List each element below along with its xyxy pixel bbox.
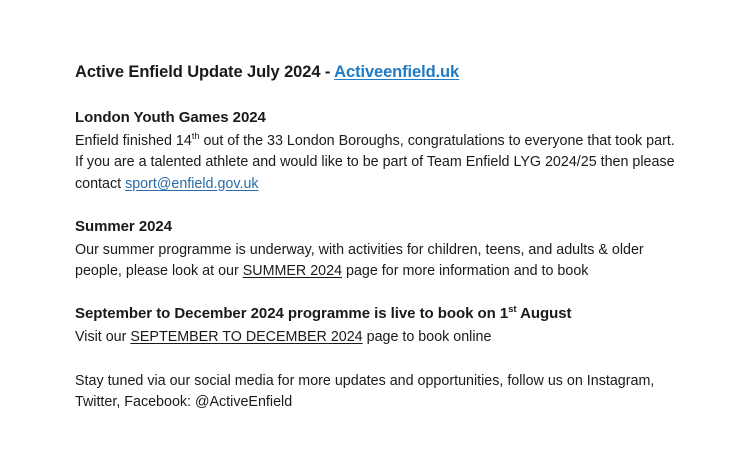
page-title-text: Active Enfield Update July 2024 - — [75, 63, 335, 81]
section-social-media — [75, 371, 679, 413]
summer-text-part-2: page for more information and to book — [342, 263, 589, 280]
summer-text-part-1: Our summer programme is underway, with activities for children, teens, and adults & older people, please look at our — [75, 241, 648, 280]
sept-text-part-2: page to book online — [362, 329, 492, 346]
section-paragraph-september-to-december — [75, 327, 679, 348]
september-to-december-2024-page-link[interactable]: SEPTEMBER TO DECEMBER 2024 — [130, 329, 363, 346]
section-september-to-december — [75, 304, 679, 348]
summer-2024-page-link[interactable]: SUMMER 2024 — [242, 263, 343, 280]
page-title — [75, 62, 679, 84]
activeenfield-website-link[interactable]: Activeenfield.uk — [334, 63, 460, 81]
sept-text-part-1: Visit our — [75, 329, 131, 346]
ordinal-suffix-th: th — [191, 131, 200, 142]
section-summer — [75, 217, 679, 283]
section-london-youth-games — [75, 108, 683, 195]
social-media-paragraph: Stay tuned via our social media for more updates and opportunities, follow us on Instagram, Twitter, Facebook: @ActiveEnfield — [75, 372, 659, 410]
document-body — [75, 62, 683, 413]
ordinal-suffix-st: st — [508, 304, 517, 316]
section-heading-september-to-december — [75, 304, 679, 324]
lyg-text-part-1: Enfield finished 14 — [75, 133, 192, 150]
section-heading-summer: Summer 2024 — [75, 217, 173, 235]
section-heading-london-youth-games: London Youth Games 2024 — [75, 108, 266, 126]
sport-email-link[interactable]: sport@enfield.gov.uk — [125, 175, 259, 192]
section-paragraph-summer — [75, 240, 679, 282]
lyg-text-part-2: out of the 33 London Boroughs, congratulations to everyone that took part. If you are a talented athlete and would like to be part of Team Enfield LYG 2024/25 then please contact — [75, 133, 683, 192]
section-paragraph-london-youth-games — [75, 131, 683, 194]
sept-heading-part-2: August — [516, 305, 572, 323]
sept-heading-part-1: September to December 2024 programme is live to book on 1 — [75, 305, 509, 323]
